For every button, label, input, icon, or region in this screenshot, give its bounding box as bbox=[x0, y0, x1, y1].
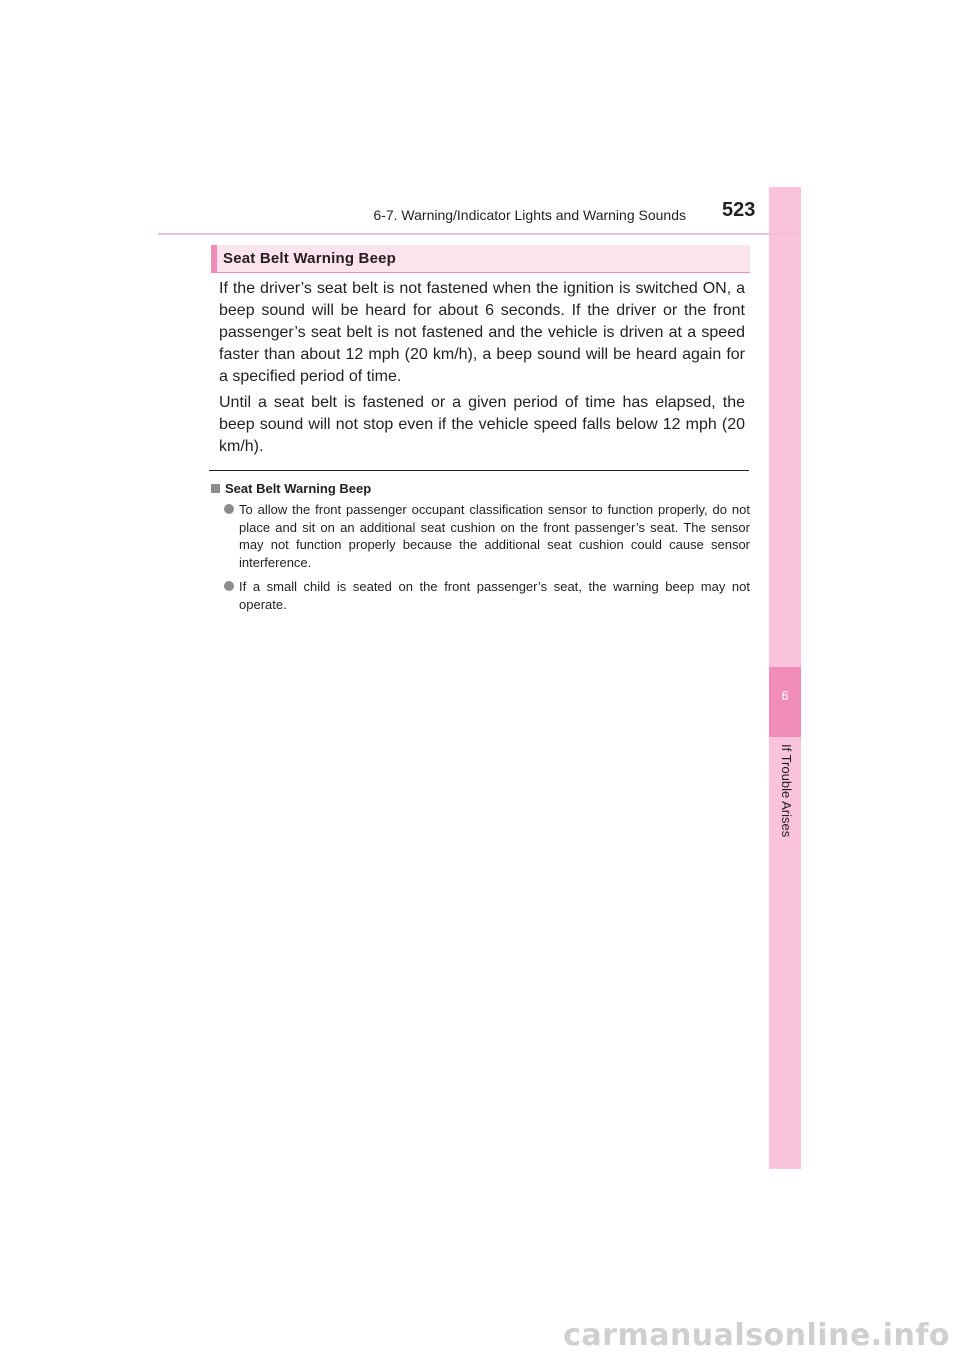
circle-bullet-icon bbox=[224, 504, 234, 514]
circle-bullet-icon bbox=[224, 581, 234, 591]
page-number: 523 bbox=[722, 199, 756, 221]
watermark: carmanualsonline.info bbox=[563, 1318, 950, 1353]
note-heading bbox=[211, 481, 371, 496]
note-item bbox=[224, 578, 750, 613]
chapter-title: If Trouble Arises bbox=[779, 744, 794, 838]
note-item bbox=[224, 501, 750, 571]
note-item-text: If a small child is seated on the front passenger’s seat, the warning beep may not operate. bbox=[239, 579, 750, 612]
header-rule bbox=[158, 233, 800, 235]
body-paragraph-2: Until a seat belt is fastened or a given period of time has elapsed, the beep sound will not stop even if the vehicle speed falls below 12 mph (20 km/h). bbox=[219, 394, 745, 455]
section-heading bbox=[211, 245, 750, 273]
section-heading-text: Seat Belt Warning Beep bbox=[223, 250, 397, 267]
note-item-text: To allow the front passenger occupant classification sensor to function properly, do not place and sit on an additional seat cushion on the front passenger’s seat. The sensor may not function properly because the additional seat cushion could cause sensor interference. bbox=[239, 502, 750, 570]
chapter-number: 6 bbox=[781, 688, 789, 703]
running-header: 6-7. Warning/Indicator Lights and Warning Sounds bbox=[373, 207, 686, 223]
square-bullet-icon bbox=[211, 484, 220, 493]
body-paragraph-1: If the driver’s seat belt is not fastened when the ignition is switched ON, a beep sound will be heard for about 6 seconds. If the driver or the front passenger’s seat belt is not fastened and the vehicle is driven at a speed faster than about 12 mph (20 km/h), a beep sound will be heard again for a specified period of time. bbox=[219, 280, 745, 385]
section-divider bbox=[209, 470, 749, 471]
note-heading-text: Seat Belt Warning Beep bbox=[225, 481, 372, 496]
